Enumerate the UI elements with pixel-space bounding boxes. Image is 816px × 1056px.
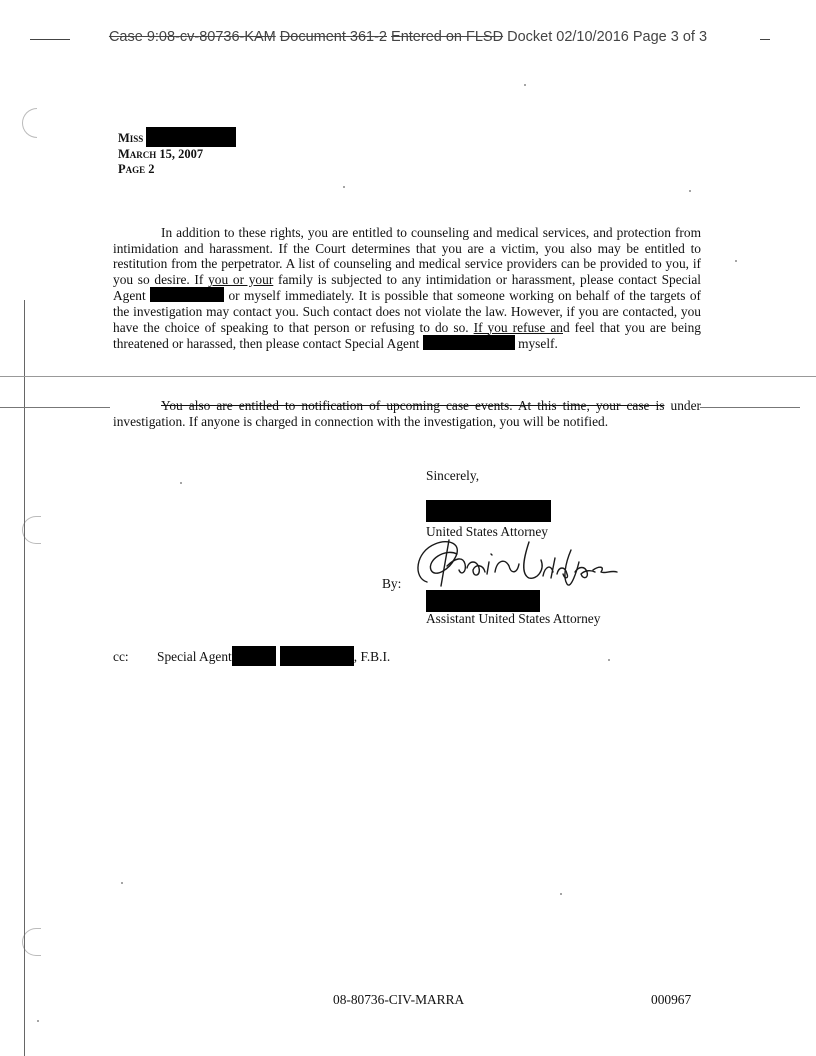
paragraph-text: or myself immediately. It is possible that someone working on behalf of the targets of the investigation may contact you. Such contact does not violate the law. However, if you are contacted, you have the choice of speaking to that person or refusing to do so. [113, 288, 701, 335]
punch-hole-mark [22, 108, 37, 138]
cc-line [113, 646, 390, 666]
scan-speck [560, 893, 562, 895]
scan-line [700, 407, 800, 408]
by-label: By: [382, 576, 402, 591]
scan-speck [735, 260, 737, 262]
court-header [0, 29, 816, 45]
letter-caption [118, 127, 236, 177]
header-document: Document 361-2 [279, 29, 387, 45]
header-rule-right [760, 39, 770, 40]
redaction-block [280, 646, 354, 666]
paragraph-text: family is subjected to any intimidation or harassment, please contact Special Agent [113, 271, 702, 304]
paragraph-text: myself. [514, 336, 558, 352]
cc-prefix: Special Agent [157, 649, 232, 664]
scan-speck [180, 482, 182, 484]
cc-suffix: , F.B.I. [353, 649, 391, 664]
title-assistant-us-attorney: Assistant United States Attorney [426, 611, 601, 626]
header-page: Page 3 of 3 [632, 29, 708, 45]
footer-bates-number: 000967 [651, 992, 692, 1007]
redaction-block [232, 646, 276, 666]
footer-case-number: 08-80736-CIV-MARRA [333, 992, 465, 1007]
scan-speck [37, 1020, 39, 1022]
paragraph-text: In addition to these rights, you are entitled to counseling and medical services, and protection from intimidation and harassment. If the Court determines that you are a victim, you also may be entitled to restitution from the perpetrator. A list of counseling and medical service providers can be provided to you, if you so desire. If [113, 225, 701, 287]
paragraph-text: under investigation. If anyone is charged in connection with the investigation, you will be notified. [113, 398, 701, 429]
header-entered: Entered on FLSD [391, 29, 504, 45]
header-docket: Docket 02/10/2016 [507, 29, 629, 45]
paragraph-text: d feel that you are being threatened or harassed, then please contact Special Agent [113, 319, 702, 352]
scan-speck [524, 84, 526, 86]
header-case: Case 9:08-cv-80736-KAM [108, 29, 276, 45]
scan-speck [689, 190, 691, 192]
title-us-attorney: United States Attorney [426, 524, 548, 539]
scan-speck [343, 186, 345, 188]
scan-line [0, 407, 110, 408]
redaction-block [423, 335, 515, 350]
header-rule-left [30, 39, 70, 40]
scan-speck [608, 659, 610, 661]
struck-text: You also are entitled to notification of upcoming case events. At this time, your case is [161, 398, 665, 413]
closing: Sincerely, [426, 468, 480, 483]
cc-label: cc: [113, 649, 129, 664]
scan-line [0, 376, 816, 377]
letter-paragraph-1 [113, 225, 701, 352]
redaction-block [146, 127, 236, 147]
redaction-block [150, 287, 224, 302]
scan-edge-line [24, 300, 25, 1056]
caption-date: March 15, 2007 [118, 147, 204, 161]
caption-recipient [118, 127, 236, 147]
recipient-prefix: Miss [118, 131, 144, 145]
redaction-block [426, 500, 551, 522]
underlined-text: you or your [208, 271, 274, 287]
letter-paragraph-2 [113, 398, 701, 429]
underlined-text: If you refuse an [473, 319, 563, 335]
scan-speck [121, 882, 123, 884]
caption-page: Page 2 [118, 162, 155, 176]
redaction-block [426, 590, 540, 612]
